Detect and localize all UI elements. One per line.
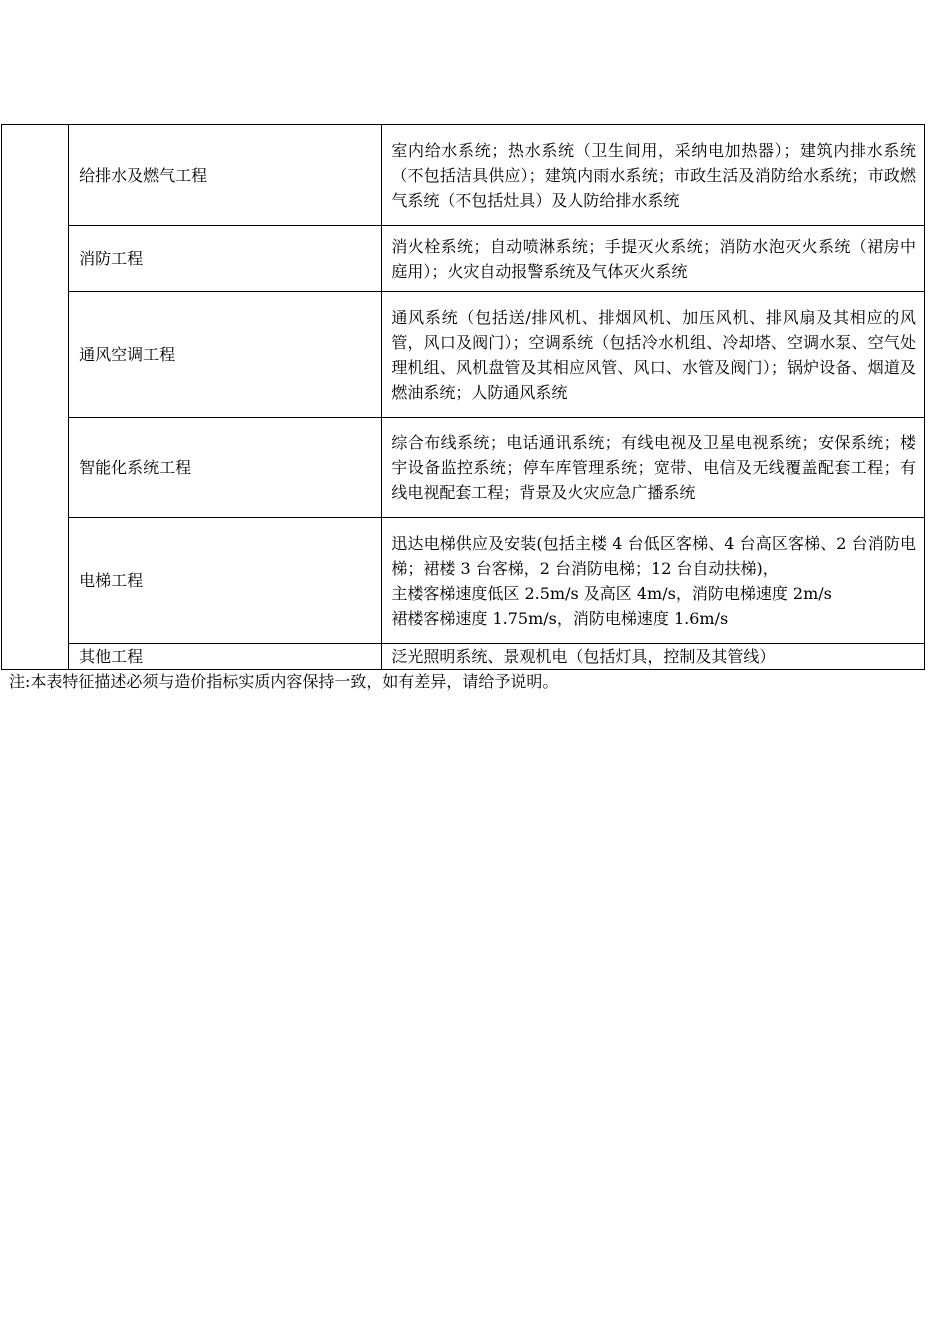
main-building-speed-text: 主楼客梯速度低区 2.5m/s 及高区 4m/s，消防电梯速度 2m/s [391, 583, 832, 603]
elevator-supply-text: 迅达电梯供应及安装(包括主楼 4 台低区客梯、4 台高区客梯、2 台消防电梯；裙楼 3 台客梯，2 台消防电梯；12 台自动扶梯)， [391, 533, 916, 578]
item-description-cell: 通风系统（包括送/排风机、排烟风机、加压风机、排风扇及其相应的风管，风口及阀门）；空调系统（包括冷水机组、冷却塔、空调水泵、空气处理机组、风机盘管及其相应风管、风口、水管及阀门）；锅炉设备、烟道及燃油系统；人防通风系统 [382, 292, 925, 418]
item-name-cell: 给排水及燃气工程 [69, 125, 382, 226]
item-name-cell: 通风空调工程 [69, 292, 382, 418]
spec-table [1, 124, 925, 670]
table-row [2, 518, 925, 644]
table-row [2, 292, 925, 418]
table-row [2, 418, 925, 518]
table-row [2, 125, 925, 226]
podium-speed-text: 裙楼客梯速度 1.75m/s，消防电梯速度 1.6m/s [391, 608, 729, 628]
footnote: 注:本表特征描述必须与造价指标实质内容保持一致，如有差异，请给予说明。 [9, 672, 559, 691]
table-row [2, 644, 925, 670]
item-description-cell: 泛光照明系统、景观机电（包括灯具，控制及其管线） [382, 644, 925, 670]
table-row [2, 226, 925, 292]
item-description-cell: 综合布线系统；电话通讯系统；有线电视及卫星电视系统；安保系统；楼宇设备监控系统；停车库管理系统；宽带、电信及无线覆盖配套工程；有线电视配套工程；背景及火灾应急广播系统 [382, 418, 925, 518]
category-cell [2, 125, 69, 670]
item-name-cell: 其他工程 [69, 644, 382, 670]
item-description-cell: 消火栓系统；自动喷淋系统；手提灭火系统；消防水泡灭火系统（裙房中庭用）；火灾自动报警系统及气体灭火系统 [382, 226, 925, 292]
item-name-cell: 电梯工程 [69, 518, 382, 644]
item-description-cell: 室内给水系统；热水系统（卫生间用，采纳电加热器）；建筑内排水系统（不包括洁具供应）；建筑内雨水系统；市政生活及消防给水系统；市政燃气系统（不包括灶具）及人防给排水系统 [382, 125, 925, 226]
item-name-cell: 消防工程 [69, 226, 382, 292]
item-description-cell [382, 518, 925, 644]
item-name-cell: 智能化系统工程 [69, 418, 382, 518]
